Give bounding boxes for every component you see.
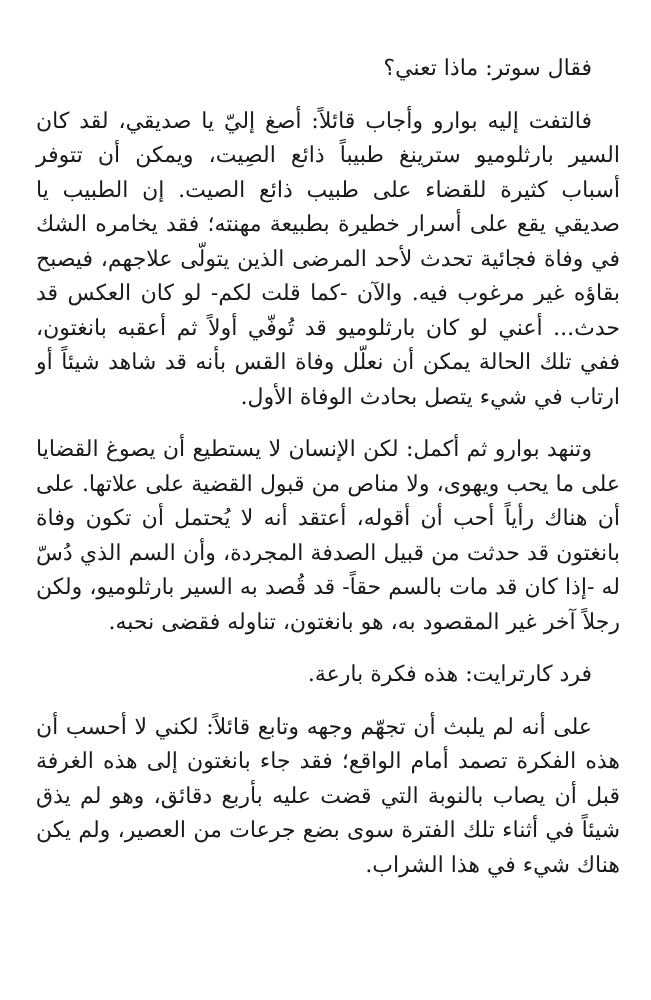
paragraph-poirot-explanation: فالتفت إليه بوارو وأجاب قائلاً: أصغ إليّ يا صديقي، لقد كان السير بارثلوميو سترينغ طبيباً ذائع الصِيت، ويمكن أن تتوفر أسباب كثيرة للقضاء على طبيب ذائع الصيت. إن الطبيب يا صديقي يقع على أسرار خطيرة بطبيعة مهنته؛ فقد يخامره الشك في وفاة فجائية تحدث لأحد المرضى الذين يتولّى علاجهم، فيصبح بقاؤه غير مرغوب فيه. والآن -كما قلت لكم- لو كان العكس قد حدث... أعني لو كان بارثلوميو قد تُوفّي أولاً ثم أعقبه بانغتون، ففي تلك الحالة يمكن أن نعلّل وفاة القس بأنه قد شاهد شيئاً أو ارتاب في شيء يتصل بحادث الوفاة الأول. xyxy=(36,108,620,410)
paragraph-poirot-continues: وتنهد بوارو ثم أكمل: لكن الإنسان لا يستطيع أن يصوغ القضايا على ما يحب ويهوى، ولا مناص من قبول القضية على علاتها. على أن هناك رأياً أحب أن أقوله، أعتقد أنه لا يُحتمل أن تكون وفاة بانغتون قد حدثت من قبيل الصدفة المجردة، وأن السم الذي دُسّ له -إذا كان قد مات بالسم حقاً- قد قُصد به السير بارثلوميو، ولكن رجلاً آخر غير المقصود به، هو بانغتون، تناوله فقضى نحبه. xyxy=(36,437,620,635)
paragraph-sutter-question: فقال سوتر: ماذا تعني؟ xyxy=(383,56,592,81)
paragraph-cartwright-objection: على أنه لم يلبث أن تجهّم وجهه وتابع قائلاً: لكني لا أحسب أن هذه الفكرة تصمد أمام الواقع؛ فقد جاء بانغتون إلى هذه الغرفة قبل أن يصاب بالنوبة التي قضت عليه بأربع دقائق، وهو لم يذق شيئاً في أثناء تلك الفترة سوى بضع جرعات من العصير، ولم يكن هناك شيء في هذا الشراب. xyxy=(36,714,620,878)
paragraph-cartwright-reply: فرد كارترايت: هذه فكرة بارعة. xyxy=(307,662,592,687)
page-text-body xyxy=(36,52,620,901)
